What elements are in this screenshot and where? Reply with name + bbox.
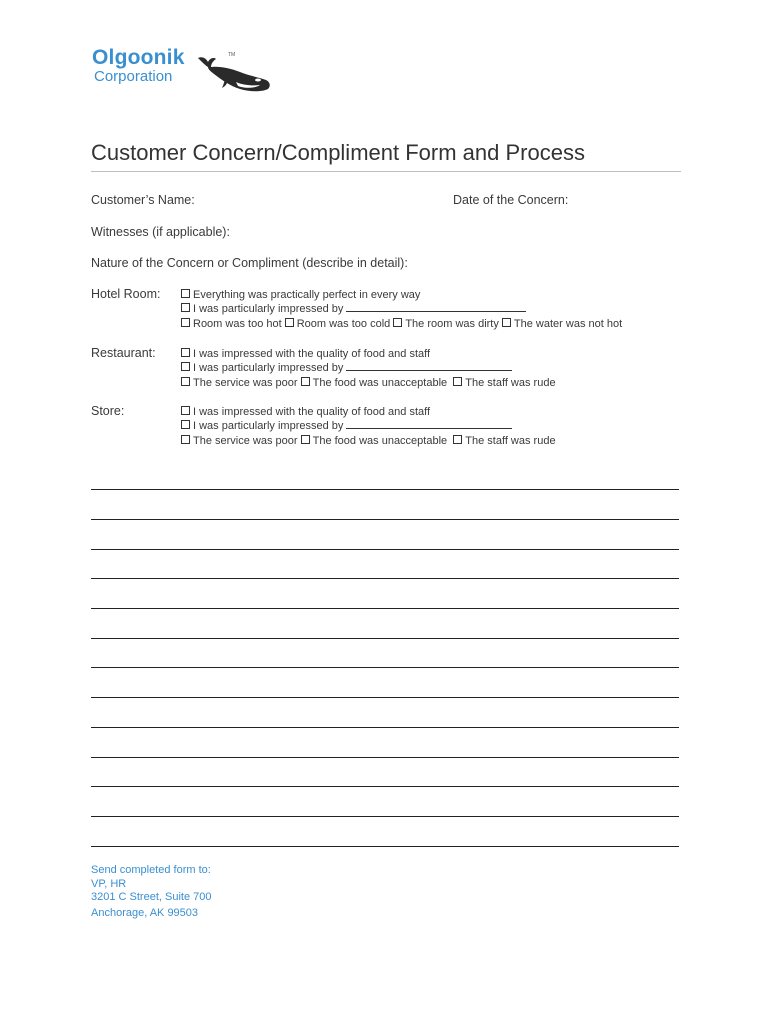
checkbox-icon[interactable] xyxy=(181,348,190,357)
title-divider xyxy=(91,171,681,172)
writing-line[interactable] xyxy=(91,489,679,490)
writing-line[interactable] xyxy=(91,816,679,817)
checkbox-icon[interactable] xyxy=(181,289,190,298)
street-address: 3201 C Street, Suite 700 xyxy=(91,891,212,903)
store-option-quality-text: I was impressed with the quality of food and staff xyxy=(193,406,431,418)
checkbox-icon[interactable] xyxy=(453,377,462,386)
writing-line[interactable] xyxy=(91,786,679,787)
write-in-line[interactable] xyxy=(346,419,512,429)
logo-wordmark: Olgoonik xyxy=(92,46,185,69)
writing-line[interactable] xyxy=(91,608,679,609)
city-state-zip: Anchorage, AK 99503 xyxy=(91,907,199,919)
store-option-service-poor: The service was poor xyxy=(193,435,298,447)
checkbox-icon[interactable] xyxy=(181,318,190,327)
hotel-option-water-not-hot: The water was not hot xyxy=(513,318,623,330)
hotel-option-dirty: The room was dirty xyxy=(405,318,499,330)
writing-line[interactable] xyxy=(91,578,679,579)
store-option-food-unacceptable: The food was unacceptable xyxy=(312,435,448,447)
logo-subtitle: Corporation xyxy=(94,68,173,85)
hotel-option-perfect-text: Everything was practically perfect in every way xyxy=(193,289,421,301)
writing-line[interactable] xyxy=(91,697,679,698)
store-option-staff-rude: The staff was rude xyxy=(465,435,556,447)
checkbox-icon[interactable] xyxy=(301,377,310,386)
hotel-room-label: Hotel Room: xyxy=(91,287,161,301)
restaurant-option-impressed[interactable] xyxy=(181,361,512,375)
checkbox-icon[interactable] xyxy=(453,435,462,444)
store-option-impressed-text: I was particularly impressed by xyxy=(193,420,344,432)
checkbox-icon[interactable] xyxy=(181,362,190,371)
hotel-option-perfect[interactable] xyxy=(181,288,420,302)
checkbox-icon[interactable] xyxy=(502,318,511,327)
checkbox-icon[interactable] xyxy=(181,420,190,429)
witnesses-label: Witnesses (if applicable): xyxy=(91,225,230,239)
hotel-option-row-3 xyxy=(181,317,622,331)
restaurant-label: Restaurant: xyxy=(91,346,156,360)
restaurant-option-food-unacceptable: The food was unacceptable xyxy=(312,377,448,389)
writing-line[interactable] xyxy=(91,757,679,758)
whale-logo-icon xyxy=(196,52,272,94)
date-of-concern-label: Date of the Concern: xyxy=(453,193,569,207)
checkbox-icon[interactable] xyxy=(181,303,190,312)
hotel-option-impressed-text: I was particularly impressed by xyxy=(193,303,344,315)
store-label: Store: xyxy=(91,404,125,418)
writing-line[interactable] xyxy=(91,638,679,639)
restaurant-option-staff-rude: The staff was rude xyxy=(465,377,556,389)
recipient-title: VP, HR xyxy=(91,878,127,890)
write-in-line[interactable] xyxy=(346,302,526,312)
write-in-line[interactable] xyxy=(346,361,512,371)
store-option-quality[interactable] xyxy=(181,405,430,419)
store-option-row-3 xyxy=(181,434,556,448)
checkbox-icon[interactable] xyxy=(181,406,190,415)
writing-line[interactable] xyxy=(91,727,679,728)
page-title: Customer Concern/Compliment Form and Process xyxy=(91,140,585,165)
store-option-impressed[interactable] xyxy=(181,419,512,433)
writing-line[interactable] xyxy=(91,846,679,847)
writing-line[interactable] xyxy=(91,549,679,550)
hotel-option-impressed[interactable] xyxy=(181,302,526,316)
restaurant-option-service-poor: The service was poor xyxy=(193,377,298,389)
hotel-option-too-cold: Room was too cold xyxy=(296,318,391,330)
checkbox-icon[interactable] xyxy=(301,435,310,444)
customer-name-label: Customer’s Name: xyxy=(91,193,195,207)
hotel-option-too-hot: Room was too hot xyxy=(193,318,282,330)
logo-trademark: TM xyxy=(228,52,236,58)
restaurant-option-quality-text: I was impressed with the quality of food and staff xyxy=(193,348,431,360)
restaurant-option-impressed-text: I was particularly impressed by xyxy=(193,362,344,374)
restaurant-option-row-3 xyxy=(181,376,556,390)
checkbox-icon[interactable] xyxy=(181,377,190,386)
writing-line[interactable] xyxy=(91,519,679,520)
restaurant-option-quality[interactable] xyxy=(181,347,430,361)
checkbox-icon[interactable] xyxy=(285,318,294,327)
writing-line[interactable] xyxy=(91,667,679,668)
checkbox-icon[interactable] xyxy=(393,318,402,327)
send-to-label: Send completed form to: xyxy=(91,864,211,876)
nature-label: Nature of the Concern or Compliment (describe in detail): xyxy=(91,256,408,270)
checkbox-icon[interactable] xyxy=(181,435,190,444)
